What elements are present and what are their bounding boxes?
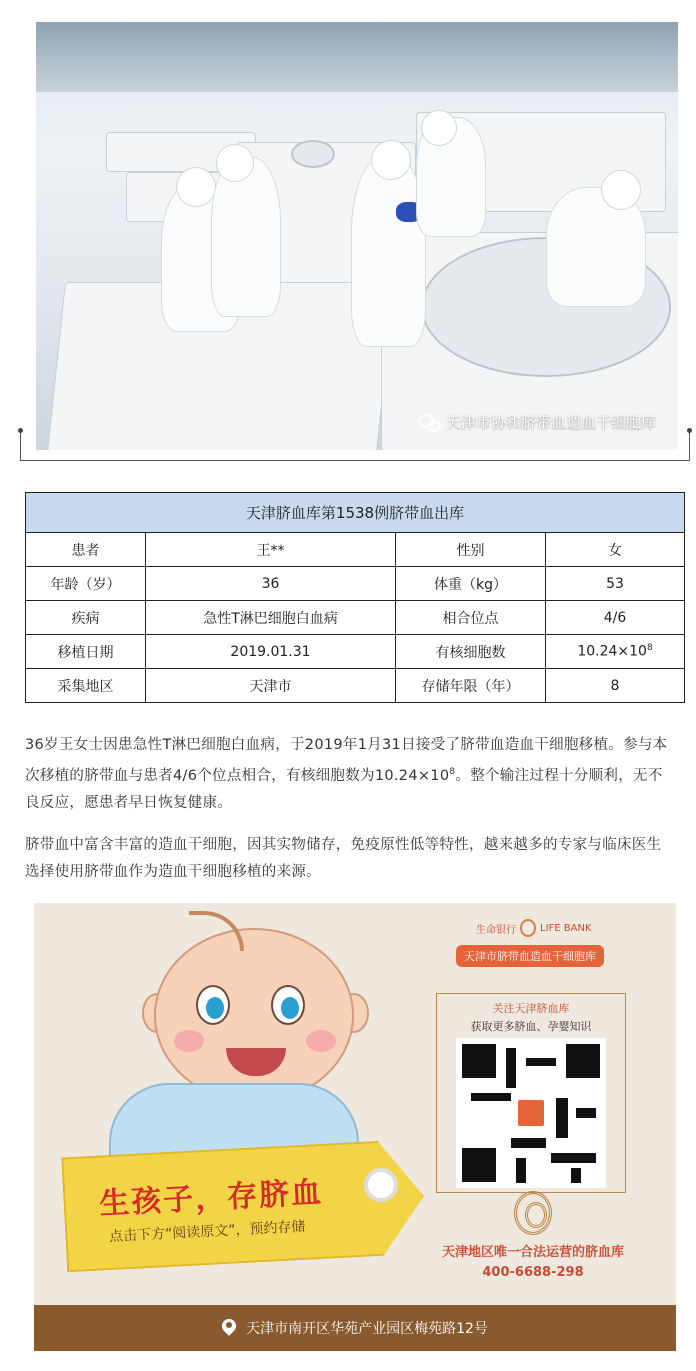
baby-eye [271, 985, 305, 1025]
paragraph-info: 脐带血中富含丰富的造血干细胞，因其实物储存，免疫原性低等特性，越来越多的专家与临床医生选择使用脐带血作为造血干细胞移植的来源。 [25, 837, 662, 880]
table-cell: 急性T淋巴细胞白血病 [146, 601, 396, 635]
table-cell: 4/6 [546, 601, 685, 635]
table-cell: 相合位点 [396, 601, 546, 635]
table-cell: 存储年限（年） [396, 669, 546, 703]
baby-hair [189, 911, 244, 951]
baby-cheek [306, 1030, 336, 1052]
table-row [26, 567, 685, 601]
table-cell [546, 635, 685, 669]
frame-line [20, 460, 690, 461]
table-cell: 采集地区 [26, 669, 146, 703]
table-cell: 36 [146, 567, 396, 601]
qr-code[interactable] [456, 1038, 606, 1188]
worker-hood [216, 144, 254, 182]
address-bar [34, 1305, 676, 1351]
tag-ring [364, 1168, 398, 1202]
table-cell: 王** [146, 533, 396, 567]
table-cell: 性别 [396, 533, 546, 567]
promo-title: 生孩子，存脐血 [98, 1175, 324, 1222]
worker-hood [371, 140, 411, 180]
freezer-lid [291, 140, 335, 168]
brand-badge: 天津市脐带血造血干细胞库 [456, 945, 604, 967]
table-cell: 有核细胞数 [396, 635, 546, 669]
worker-hood [176, 167, 216, 207]
baby-mouth [226, 1048, 286, 1076]
baby-illustration [154, 928, 354, 1103]
lab-photo [36, 22, 678, 450]
worker [351, 157, 426, 347]
table-cell: 53 [546, 567, 685, 601]
location-pin-icon [222, 1319, 236, 1337]
address-text: 天津市南开区华苑产业园区梅苑路12号 [246, 1321, 488, 1337]
paragraph-text: 36岁王女士因患急性T淋巴细胞白血病，于2019年1月31日接受了脐带血造血干细胞移植。参与本次移植的脐带血与患者4/6个位点相合，有核细胞数为10.24×10 [25, 737, 668, 784]
table-cell: 疾病 [26, 601, 146, 635]
lab-ceiling [36, 22, 678, 92]
paragraph-exp: 8 [449, 767, 456, 777]
wechat-icon [418, 414, 440, 430]
baby-cheek [174, 1030, 204, 1052]
promo-subtitle[interactable]: 点击下方“阅读原文”，预约存储 [108, 1218, 306, 1246]
table-cell: 患者 [26, 533, 146, 567]
table-cell: 天津市 [146, 669, 396, 703]
follow-text: 关注天津脐血库 [492, 1002, 570, 1015]
frame-dot [687, 428, 692, 433]
table-cell: 年龄（岁） [26, 567, 146, 601]
worker-hood [421, 110, 457, 146]
table-cell: 体重（kg） [396, 567, 546, 601]
table-row [26, 635, 685, 669]
frame-line [20, 430, 21, 460]
table-row [26, 669, 685, 703]
worker-hood [601, 170, 641, 210]
brand-en: LIFE BANK [540, 922, 592, 934]
fingerprint-icon [514, 1191, 552, 1235]
table-cell: 2019.01.31 [146, 635, 396, 669]
frame-dot [18, 428, 23, 433]
watermark-text: 天津市协和脐带血造血干细胞库 [445, 413, 656, 431]
paragraph-case [25, 732, 675, 817]
slogan: 天津地区唯一合法运营的脐血库 [441, 1245, 624, 1260]
table-cell: 8 [546, 669, 685, 703]
life-bank-icon [520, 919, 536, 937]
photo-watermark [418, 411, 656, 432]
cell-count-exp: 8 [646, 643, 653, 654]
brand-logo [476, 919, 592, 937]
follow-subtext: 获取更多脐血、孕婴知识 [470, 1020, 592, 1033]
table-cell: 移植日期 [26, 635, 146, 669]
cell-count-base: 10.24×10 [577, 643, 647, 660]
baby-eye [196, 985, 230, 1025]
promo-banner[interactable] [34, 903, 676, 1351]
brand-cn: 生命银行 [476, 924, 516, 936]
table-row [26, 601, 685, 635]
table-row [26, 533, 685, 567]
paragraph-text: 。整个输注过程十分顺利，无不良反应，愿患者早日恢复健康。 [25, 767, 663, 811]
worker [211, 157, 281, 317]
table-cell: 女 [546, 533, 685, 567]
case-table [25, 492, 685, 703]
table-title: 天津脐血库第1538例脐带血出库 [26, 493, 685, 533]
qr-logo-icon [516, 1098, 546, 1128]
frame-line [689, 430, 690, 460]
phone-number[interactable]: 400-6688-298 [482, 1265, 584, 1280]
